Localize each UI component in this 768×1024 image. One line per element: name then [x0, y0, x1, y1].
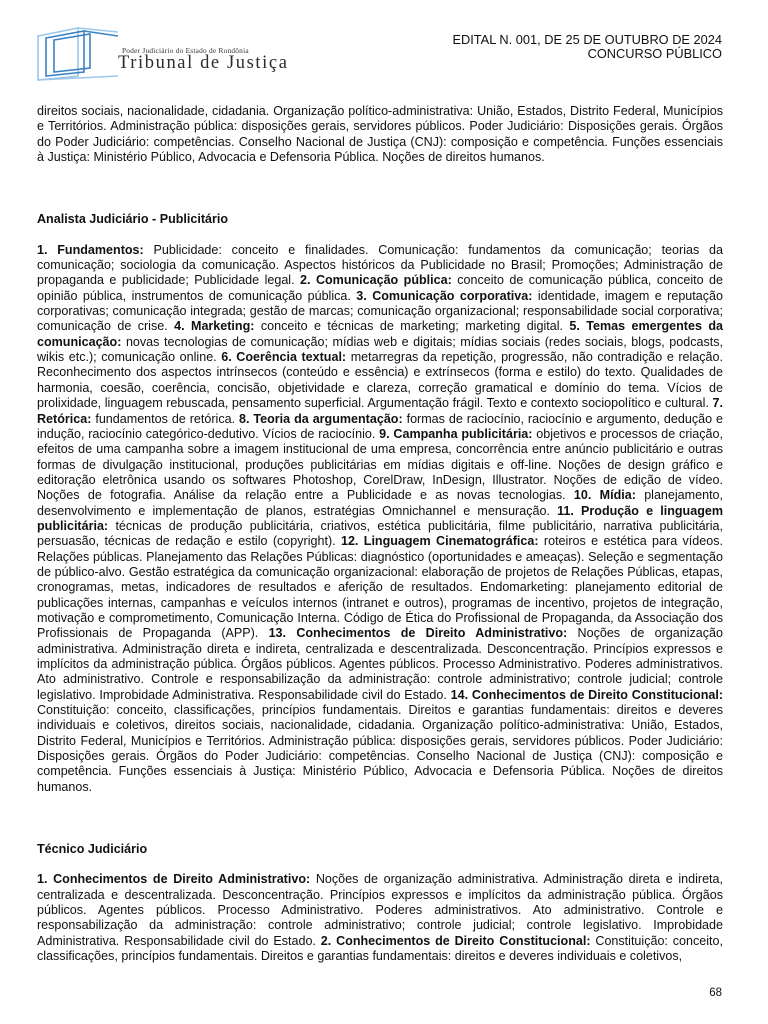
topic-text: metarregras da repetição, progressão, não contradição e relação. Reconhecimento dos aspectos intrínsecos (conteúdo e essência) e extrínsecos (forma e estilo) do texto. Qualidades de harmonia, coesão, coerência, concisão, objetividade e clareza, correção gramatical e domínio do tema. Vícios de prolixidade, linguagem rebuscada, pensamento superficial. Argumentação frágil. Texto e contexto sociopolítico e cultural.	[37, 350, 723, 411]
topic-title: 7. Retórica:	[37, 396, 723, 426]
logo-title: Tribunal de Justiça	[118, 53, 289, 73]
topic-title: 14. Conhecimentos de Direito Constitucional:	[450, 687, 724, 702]
topic-title: 11. Produção e linguagem publicitária:	[37, 503, 723, 533]
edital-type: CONCURSO PÚBLICO	[587, 46, 722, 61]
topic-title: 1. Conhecimentos de Direito Administrativo:	[37, 872, 311, 887]
topic-text: Constituição: conceito, classificações, princípios fundamentais. Direitos e garantias fundamentais: direitos e deveres individuais e coletivos, direitos sociais, nacionalidade, cidadania. Organização político-administrativa: União, Estados, Distrito Federal, Municípios e Territórios. Administração pública: disposições gerais, servidores públicos. Poder Judiciário: Disposições gerais. Órgãos do Poder Judiciário: competências. Conselho Nacional de Justiça (CNJ): composição e competência. Funções essenciais à Justiça: Ministério Público, Advocacia e Defensoria Pública. Noções de direitos humanos.	[37, 703, 723, 794]
topic-title: 8. Teoria da argumentação:	[239, 411, 403, 426]
section-heading-tecnico: Técnico Judiciário	[37, 842, 148, 857]
topic-text: identidade, imagem e reputação corporativas; comunicação integrada; gestão de marcas; comunicação organizacional; responsabilidade social corporativa; comunicação de crise.	[37, 288, 723, 334]
topic-title: 5. Temas emergentes da comunicação:	[37, 319, 724, 349]
tribunal-logo-icon	[34, 26, 118, 82]
topic-text: planejamento, desenvolvimento e implementação de planos, estratégias Omnichannel e mensuração.	[37, 488, 724, 518]
topic-title: 13. Conhecimentos de Direito Administrativo:	[268, 626, 568, 641]
topic-text: técnicas de produção publicitária, criativos, estética publicitária, filme publicitário, narrativa publicitária, persuasão, técnicas de redação e estilo (copyright).	[37, 518, 723, 549]
topic-title: 12. Linguagem Cinematográfica:	[340, 534, 539, 549]
topic-text: novas tecnologias de comunicação; mídias web e digitais; mídias sociais (redes sociais, blogs, podcasts, wikis etc.); comunicação online.	[37, 334, 723, 365]
topic-text: roteiros e estética para vídeos. Relações públicas. Planejamento das Relações Públicas: diagnóstico (oportunidades e ameaças). Seleção e segmentação de público-alvo. Gestão estratégica da comunicação organizacional: elaboração de projetos de Relações Públicas, etapas, cronogramas, metas, indicadores de resultados e aferição de resultados. Endomarketing: planejamento editorial de publicações internas, campanhas e veículos internos (intranet e outros), programas de incentivo, projetos de integração, motivação e comprometimento, Comunicação Interna. Código de Ética do Profissional de Propaganda, da Associação dos Profissionais de Propaganda (APP).	[37, 534, 723, 641]
topic-text: conceito de comunicação pública, conceito de opinião pública, instrumentos de comunicação pública.	[37, 273, 723, 303]
edital-info	[452, 33, 722, 61]
topic-text: Publicidade: conceito e finalidades. Comunicação: fundamentos da comunicação; teorias da comunicação; sociologia da comunicação. Aspectos históricos da Publicidade no Brasil; Promoções; Administração de propaganda e publicidade; Publicidade legal.	[37, 242, 723, 288]
page-header	[0, 0, 768, 96]
topic-title: 4. Marketing:	[174, 319, 255, 334]
page-number: 68	[709, 987, 722, 999]
topic-title: 6. Coerência textual:	[221, 350, 347, 365]
topic-text: Constituição: conceito, classificações, princípios fundamentais. Direitos e garantias fundamentais: direitos e deveres individuais e coletivos,	[37, 933, 723, 964]
topic-title: 3. Comunicação corporativa:	[356, 288, 533, 303]
topic-text: fundamentos de retórica.	[91, 411, 240, 426]
topic-text: formas de raciocínio, raciocínio e argumento, dedução e indução, raciocínio categórico-dedutivo. Vícios de raciocínio.	[37, 411, 723, 441]
topic-title: 10. Mídia:	[573, 488, 636, 503]
syllabus-paragraph-tecnico	[37, 872, 723, 964]
topic-text: conceito e técnicas de marketing; marketing digital.	[254, 319, 570, 334]
syllabus-paragraph-analista	[37, 243, 723, 795]
logo-subtitle: Poder Judiciário do Estado de Rondônia	[122, 46, 249, 55]
topic-text: Noções de organização administrativa. Administração direta e indireta, centralizada e descentralizada. Desconcentração. Princípios expressos e implícitos da administração pública. Órgãos públicos. Agentes públicos. Processo Administrativo. Poderes administrativos. Ato administrativo. Controle e responsabilização da administração: controle administrativo; controle judicial; controle legislativo. Improbidade Administrativa. Responsabilidade civil do Estado.	[37, 872, 723, 948]
document-body	[37, 104, 723, 965]
topic-title: 2. Comunicação pública:	[300, 273, 452, 288]
topic-text: objetivos e processos de criação, efeitos de uma campanha sobre a imagem institucional de uma empresa, concorrência entre anúncio publicitário e outras formas de divulgação institucional, produções publicitárias em mídias digitais e off-line. Noções de design gráfico e editoração eletrônica usando os softwares Photoshop, CorelDraw, InDesign, Illustrator. Noções de edição de vídeo. Noções de fotografia. Análise da relação entre a Publicidade e as novas tecnologias.	[37, 426, 723, 503]
section-heading-analista: Analista Judiciário - Publicitário	[37, 212, 229, 227]
topic-title: 1. Fundamentos:	[37, 242, 144, 257]
topic-text: Noções de organização administrativa. Administração direta e indireta, centralizada e descentralizada. Desconcentração. Princípios expressos e implícitos da administração pública. Órgãos públicos. Agentes públicos. Processo Administrativo. Poderes administrativos. Ato administrativo. Controle e responsabilização da administração: controle administrativo; controle judicial; controle legislativo. Improbidade Administrativa. Responsabilidade civil do Estado.	[37, 626, 723, 702]
topic-title: 9. Campanha publicitária:	[379, 426, 533, 441]
intro-paragraph: direitos sociais, nacionalidade, cidadania. Organização político-administrativa: União, Estados, Distrito Federal, Municípios e Territórios. Administração pública: disposições gerais, servidores públicos. Poder Judiciário: Disposições gerais. Órgãos do Poder Judiciário: competências. Conselho Nacional de Justiça (CNJ): composição e competência. Funções essenciais à Justiça: Ministério Público, Advocacia e Defensoria Pública. Noções de direitos humanos.	[37, 104, 723, 165]
topic-title: 2. Conhecimentos de Direito Constitucional:	[320, 933, 591, 948]
edital-number: EDITAL N. 001, DE 25 DE OUTUBRO DE 2024	[452, 32, 722, 47]
